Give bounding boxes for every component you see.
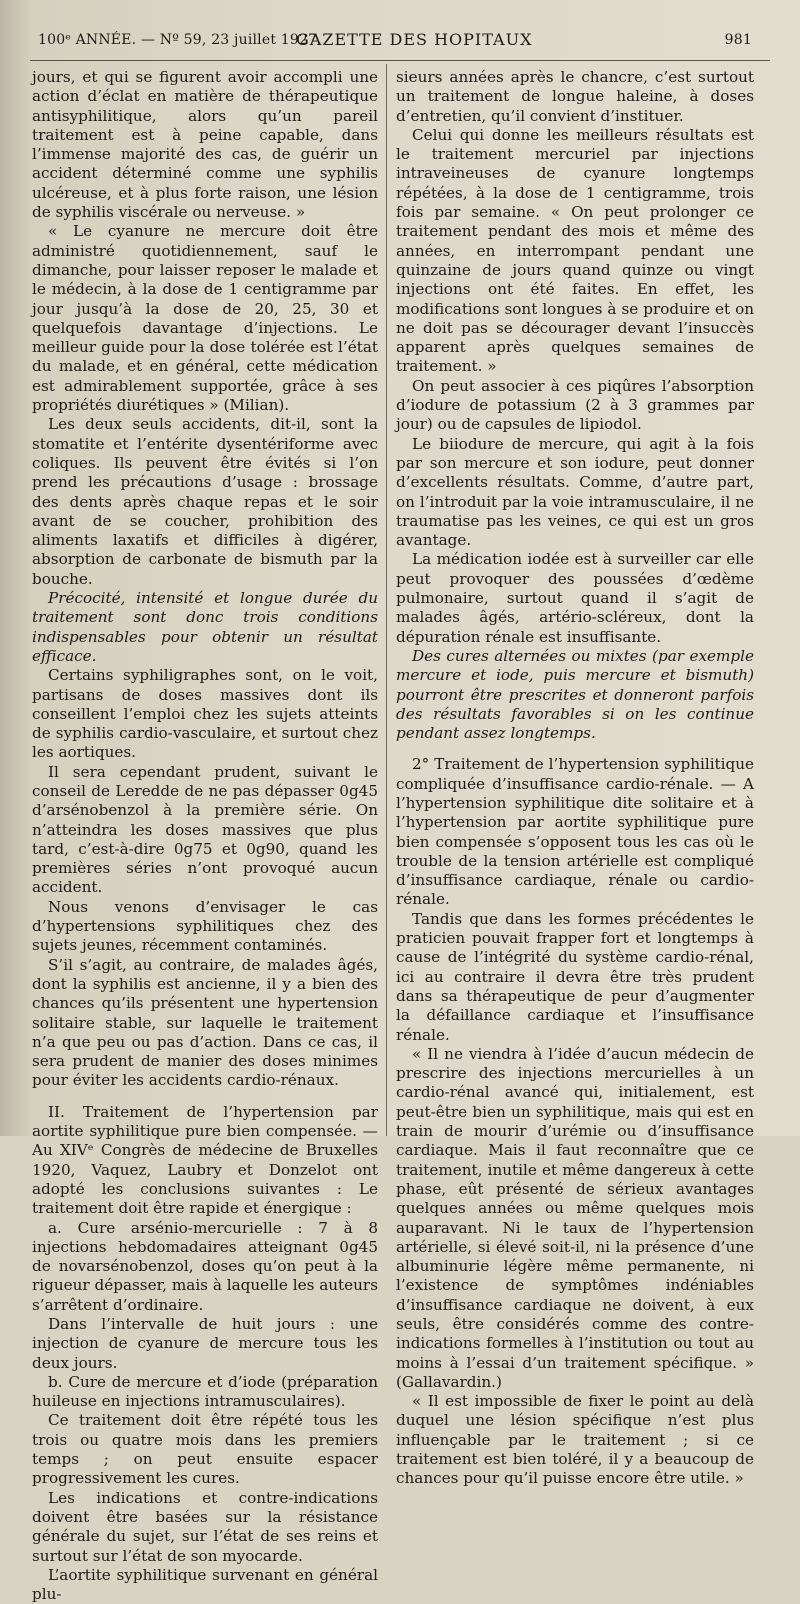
paragraph: L’aortite syphilitique survenant en général plu- [32, 1565, 378, 1604]
paragraph: b. Cure de mercure et d’iode (préparation huileuse en injections intramusculaires). [32, 1372, 378, 1411]
section-heading: II. Traitement de l’hypertension par aortite syphilitique pure bien compensée. — Au XIVᵉ Congrès de médecine de Bruxelles 1920, Vaquez, Laubry et Donzelot ont adopté les conclusions suivantes : Le traitement doit être rapide et énergique : [32, 1102, 378, 1218]
paragraph: Dans l’intervalle de huit jours : une injection de cyanure de mercure tous les deux jours. [32, 1315, 378, 1372]
paragraph: Tandis que dans les formes précédentes le praticien pouvait frapper fort et longtemps à cause de l’intégrité du système cardio-rénal, ici au contraire il devra être très prudent dans sa thérapeutique de peur d’augmenter la défaillance cardiaque et l’insuffisance rénale. [396, 909, 754, 1044]
paragraph: Il sera cependant prudent, suivant le conseil de Leredde de ne pas dépasser 0g45 d’arsénobenzol à la première série. On n’atteindra les doses massives que plus tard, c’est-à-dire 0g75 et 0g90, quand les premières séries n’ont provoqué aucun accident. [32, 762, 378, 897]
paragraph: Le biiodure de mercure, qui agit à la fois par son mercure et son iodure, peut donner d’excellents résultats. Comme, d’autre part, on l’introduit par la voie intramusculaire, il ne traumatise pas les veines, ce qui est un gros avantage. [396, 434, 754, 550]
paragraph: sieurs années après le chancre, c’est surtout un traitement de longue haleine, à doses d’entretien, qu’il convient d’instituer. [396, 68, 754, 125]
right-column [396, 68, 754, 1488]
paragraph: a. Cure arsénio-mercurielle : 7 à 8 injections hebdomadaires atteignant 0g45 de novarsénobenzol, doses qu’on peut à la rigueur dépasser, mais à laquelle les auteurs s’arrêtent d’ordinaire. [32, 1218, 378, 1314]
section-heading: 2° Traitement de l’hypertension syphilitique compliquée d’insuffisance cardio-rénale. — A l’hypertension syphilitique dite solitaire et à l’hypertension par aortite syphilitique pure bien compensée s’opposent tous les cas où le trouble de la tension artérielle est compliqué d’insuffisance cardiaque, rénale ou cardio-rénale. [396, 755, 754, 909]
paragraph: Des cures alternées ou mixtes (par exemple mercure et iode, puis mercure et bismuth) pourront être prescrites et donneront parfois des résultats favorables si on les continue pendant assez longtemps. [396, 646, 754, 743]
running-header [0, 28, 800, 54]
paragraph: Les deux seuls accidents, dit-il, sont la stomatite et l’entérite dysentériforme avec coliques. Ils peuvent être évités si l’on prend les précautions d’usage : brossage des dents après chaque repas et le soir avant de se coucher, prohibition des aliments laxatifs et difficiles à digérer, absorption de carbonate de bismuth par la bouche. [32, 415, 378, 588]
paragraph: jours, et qui se figurent avoir accompli une action d’éclat en matière de thérapeutique antisyphilitique, alors qu’un pareil traitement est à peine capable, dans l’immense majorité des cas, de guérir un accident déterminé comme une syphilis ulcéreuse, et à plus forte raison, une lésion de syphilis viscérale ou nerveuse. » [32, 68, 378, 222]
paragraph: « Le cyanure ne mercure doit être administré quotidiennement, sauf le dimanche, pour laisser reposer le malade et le médecin, à la dose de 1 centigramme par jour jusqu’à la dose de 20, 25, 30 et quelquefois davantage d’injections. Le meilleur guide pour la dose tolérée est l’état du malade, et en général, cette médication est admirablement supportée, grâce à ses propriétés diurétiques » (Milian). [32, 222, 378, 415]
paragraph: On peut associer à ces piqûres l’absorption d’iodure de potassium (2 à 3 grammes par jour) ou de capsules de lipiodol. [396, 376, 754, 434]
header-rule [30, 60, 770, 61]
paragraph: Celui qui donne les meilleurs résultats est le traitement mercuriel par injections intraveineuses de cyanure longtemps répétées, à la dose de 1 centigramme, trois fois par semaine. « On peut prolonger ce traitement pendant des mois et même des années, en interrompant pendant une quinzaine de jours quand quinze ou vingt injections ont été faites. En effet, les modifications sont longues à se produire et on ne doit pas se décourager devant l’insuccès apparent après quelques semaines de traitement. » [396, 125, 754, 376]
paragraph: La médication iodée est à surveiller car elle peut provoquer des poussées d’œdème pulmonaire, surtout quand il s’agit de malades âgés, artério-scléreux, dont la dépuration rénale est insuffisante. [396, 550, 754, 646]
journal-title: GAZETTE DES HOPITAUX [296, 30, 533, 49]
paragraph: S’il s’agit, au contraire, de malades âgés, dont la syphilis est ancienne, il y a bien des chances qu’ils présentent une hypertension solitaire stable, sur laquelle le traitement n’a que peu ou pas d’action. Dans ce cas, il sera prudent de manier des doses minimes pour éviter les accidents cardio-rénaux. [32, 955, 378, 1090]
paragraph: Certains syphiligraphes sont, on le voit, partisans de doses massives dont ils conseillent l’emploi chez les sujets atteints de syphilis cardio-vasculaire, et surtout chez les aortiques. [32, 666, 378, 762]
paragraph: « Il est impossible de fixer le point au delà duquel une lésion spécifique n’est plus influençable par le traitement ; si ce traitement est bien toléré, il y a beaucoup de chances pour qu’il puisse encore être utile. » [396, 1392, 754, 1488]
column-divider [386, 64, 387, 1136]
paragraph: Les indications et contre-indications doivent être basées sur la résistance générale du sujet, sur l’état de ses reins et surtout sur l’état de son myocarde. [32, 1488, 378, 1565]
paragraph: « Il ne viendra à l’idée d’aucun médecin de prescrire des injections mercurielles à un cardio-rénal avancé qui, initialement, est peut-être bien un syphilitique, mais qui est en train de mourir d’urémie ou d’insuffisance cardiaque. Mais il faut reconnaître que ce traitement, inutile et même dangereux à cette phase, eût présenté de sérieux avantages quelques années ou même quelques mois auparavant. Ni le taux de l’hypertension artérielle, si élevé soit-il, ni la présence d’une albuminurie légère même permanente, ni l’existence de symptômes indéniables d’insuffisance cardiaque ne doivent, à eux seuls, être considérés comme des contre-indications formelles à l’institution ou tout au moins à l’essai d’un traitement spécifique. » (Gallavardin.) [396, 1044, 754, 1391]
paragraph: Précocité, intensité et longue durée du traitement sont donc trois conditions indispensables pour obtenir un résultat efficace. [32, 589, 378, 665]
paragraph: Nous venons d’envisager le cas d’hypertensions syphilitiques chez des sujets jeunes, récemment contaminés. [32, 897, 378, 955]
issue-info: 100ᵉ ANNÉE. — Nº 59, 23 juillet 1927. [38, 32, 322, 48]
page-number: 981 [724, 32, 752, 48]
left-column [32, 68, 378, 1604]
paragraph: Ce traitement doit être répété tous les trois ou quatre mois dans les premiers temps ; on peut ensuite espacer progressivement les cures. [32, 1411, 378, 1488]
